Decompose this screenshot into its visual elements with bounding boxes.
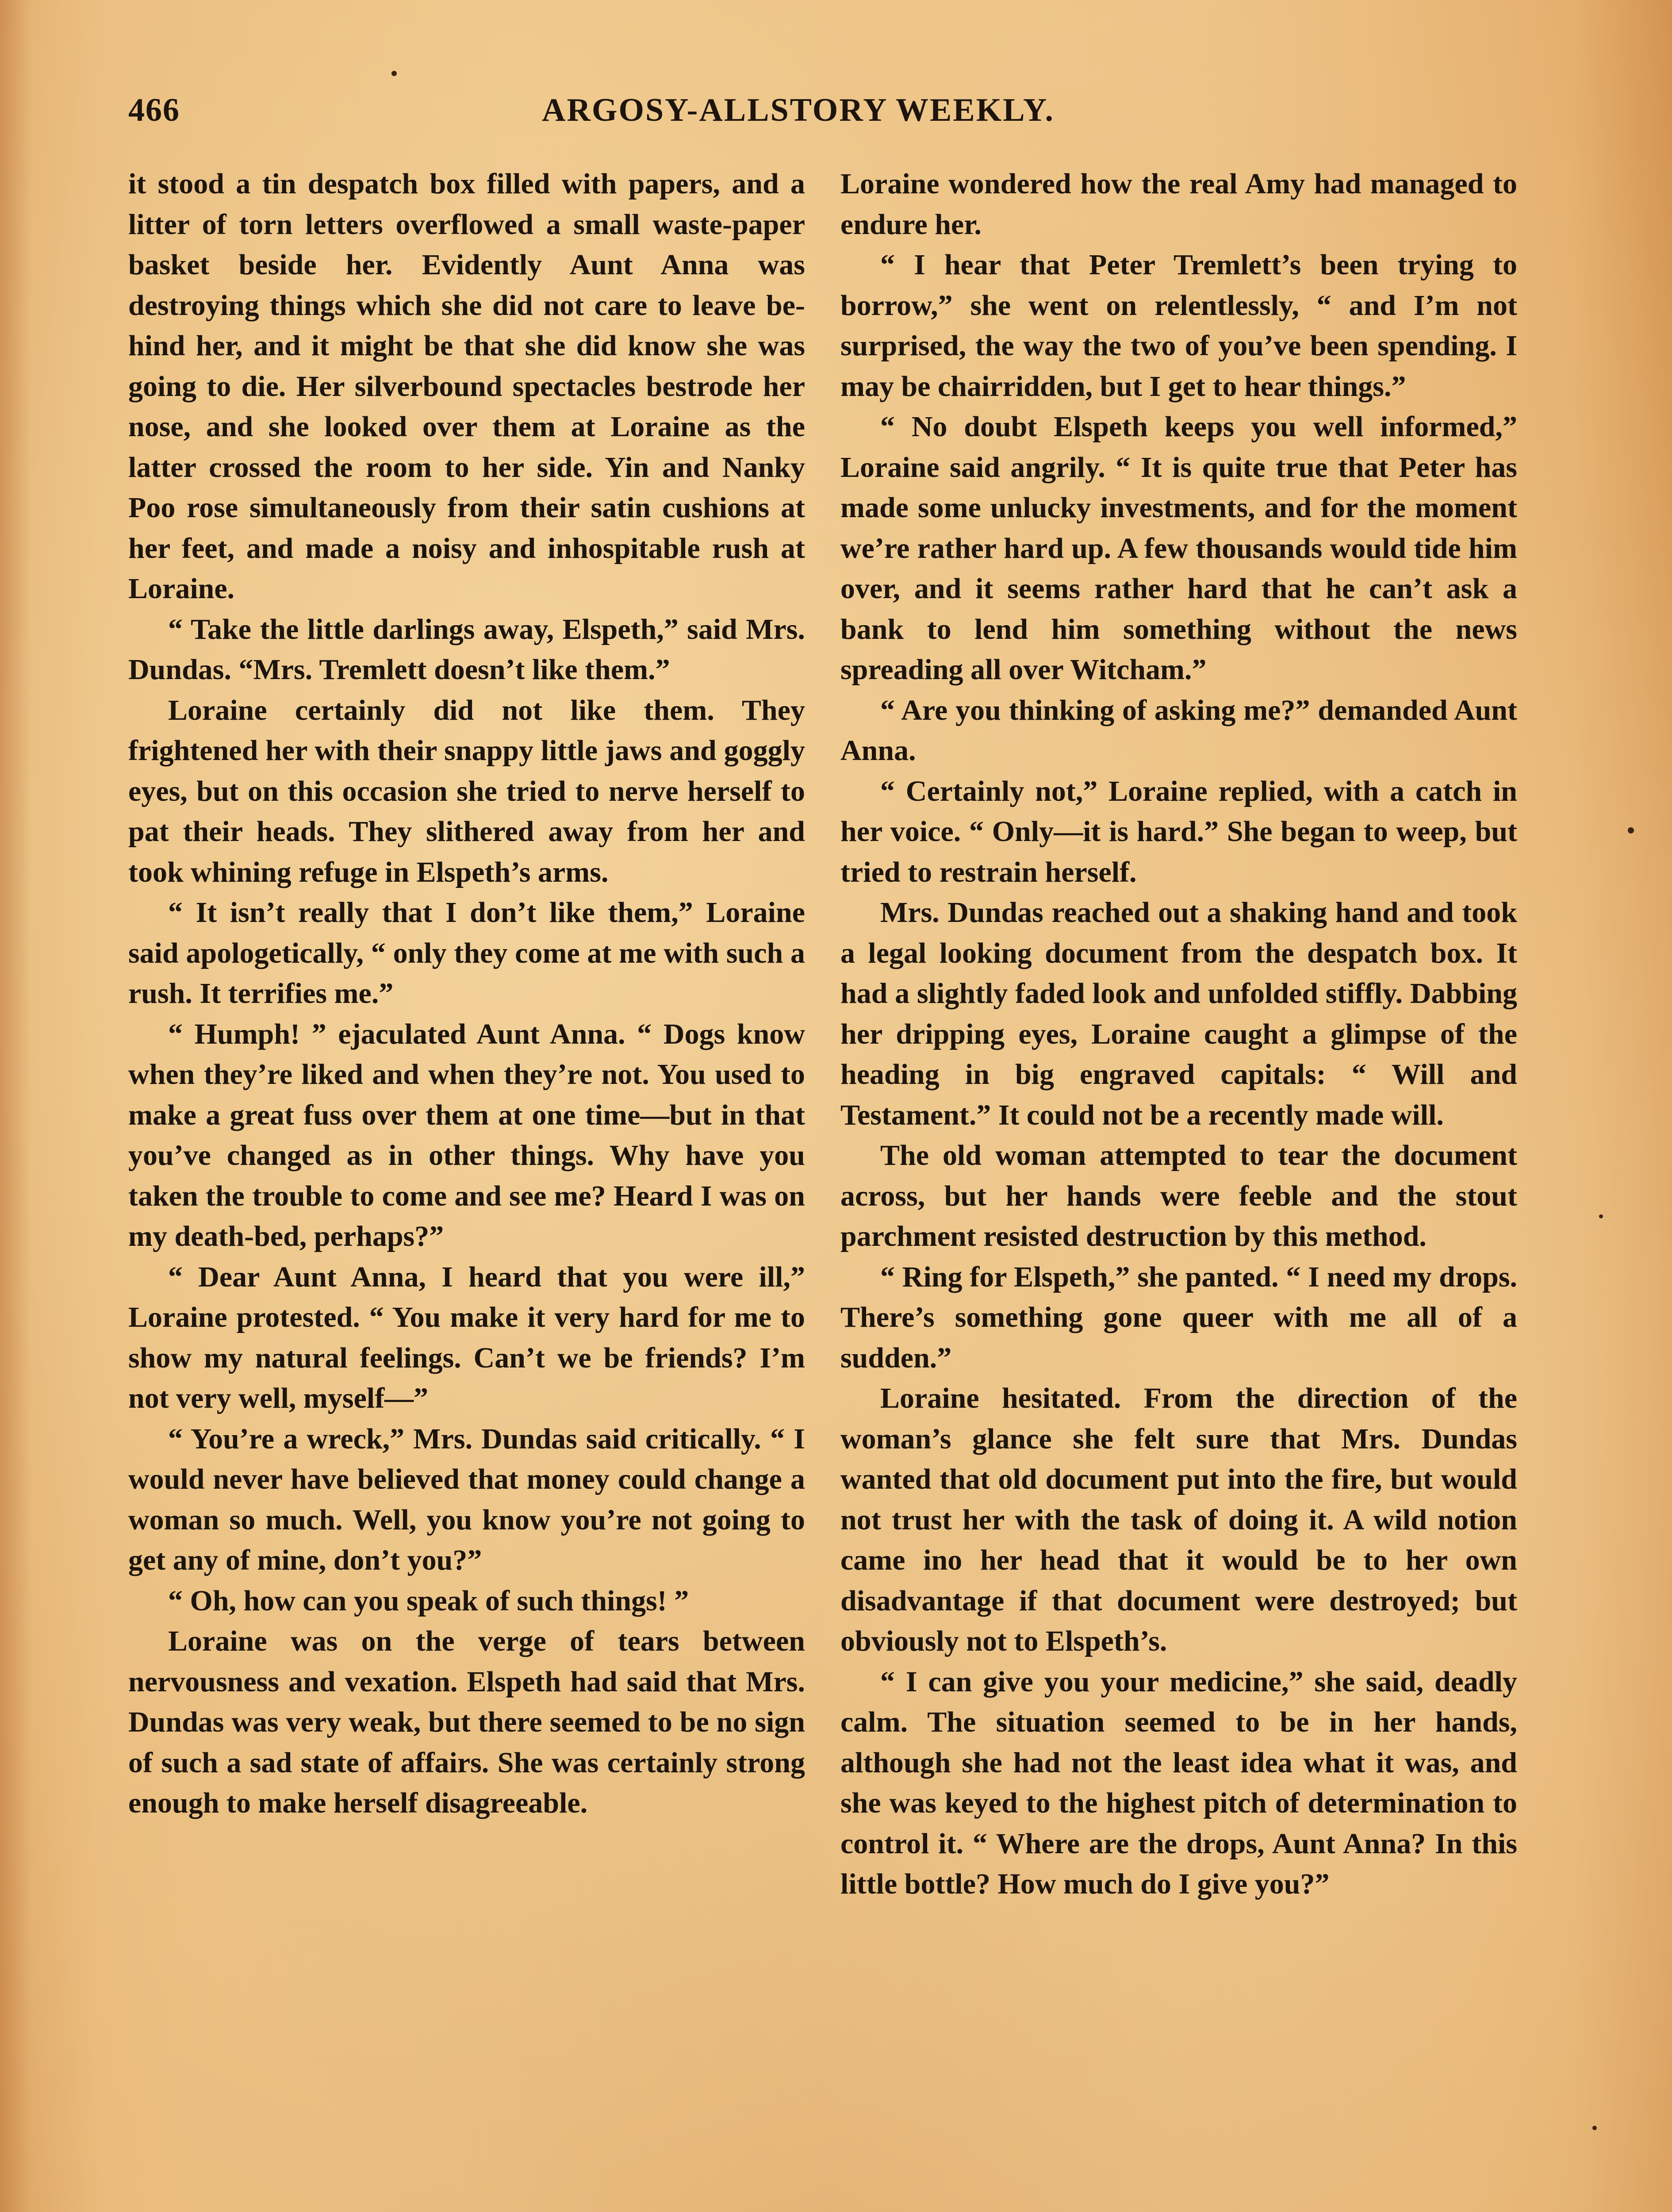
paragraph: “ Take the little darlings away, Elspeth,” said Mrs. Dundas. “Mrs. Tremlett doesn’t like them.” xyxy=(128,613,805,686)
paragraph: Loraine wondered how the real Amy had managed to endure her. xyxy=(840,168,1517,241)
paragraph: it stood a tin despatch box filled with papers, and a litter of torn letters overflowed a small waste-paper basket beside her. Evidently Aunt Anna was destroying things which she did not care to leave behind her, and it might be that she did know she was going to die. Her silverbound spectacles bestrode her nose, and she looked over them at Loraine as the latter crossed the room to her side. Yin and Nanky Poo rose simultaneously from their satin cushions at her feet, and made a noisy and inhospitable rush at Loraine. xyxy=(128,168,805,605)
paragraph: Loraine was on the verge of tears between nervousness and vexation. Elspeth had said that Mrs. Dundas was very weak, but there seemed to be no sign of such a sad state of affairs. She was certainly strong enough to make herself disagreeable. xyxy=(128,1625,805,1819)
paragraph: “ I can give you your medicine,” she said, deadly calm. The situation seemed to be in her hands, although she had not the least idea what it was, and she was keyed to the highest pitch of determination to control it. “ Where are the drops, Aunt Anna? In this little bottle? How much do I give you?” xyxy=(840,1665,1517,1900)
paragraph: “ Ring for Elspeth,” she panted. “ I need my drops. There’s something gone queer with me all of a sudden.” xyxy=(840,1260,1517,1374)
page-header xyxy=(128,82,1526,131)
text-column-left xyxy=(128,164,805,1824)
paragraph: “ Are you thinking of asking me?” demanded Aunt Anna. xyxy=(840,694,1517,767)
paragraph: Loraine hesitated. From the direction of the woman’s glance she felt sure that Mrs. Dundas wanted that old document put into the fire, but would not trust her with the task of doing it. A wild notion came ino her head that it would be to her own disadvantage if that document were destroyed; but obviously not to Elspeth’s. xyxy=(840,1382,1517,1657)
paragraph: Mrs. Dundas reached out a shaking hand and took a legal looking document from the despatch box. It had a slightly faded look and unfolded stiffly. Dabbing her dripping eyes, Loraine caught a glimpse of the heading in big engraved capitals: “ Will and Testament.” It could not be a recently made will. xyxy=(840,896,1517,1131)
paragraph: “ Humph! ” ejaculated Aunt Anna. “ Dogs know when they’re liked and when they’re not. You used to make a great fuss over them at one time—but in that you’ve changed as in other things. Why have you taken the trouble to come and see me? Heard I was on my death-bed, perhaps?” xyxy=(128,1018,805,1252)
paragraph: Loraine certainly did not like them. They frightened her with their snappy little jaws and goggly eyes, but on this occasion she tried to nerve herself to pat their heads. They slithered away from her and took whining refuge in Elspeth’s arms. xyxy=(128,694,805,888)
paragraph: “ Dear Aunt Anna, I heard that you were ill,” Loraine protested. “ You make it very hard for me to show my natural feelings. Can’t we be friends? I’m not very well, myself—” xyxy=(128,1260,805,1414)
page-edge-shadow xyxy=(0,0,31,2212)
paragraph: The old woman attempted to tear the document across, but her hands were feeble and the stout parchment resisted destruction by this method. xyxy=(840,1139,1517,1252)
paragraph: “ I hear that Peter Tremlett’s been trying to borrow,” she went on relentlessly, “ and I’m not surprised, the way the two of you’ve been spending. I may be chairridden, but I get to hear things.” xyxy=(840,249,1517,403)
ink-speck xyxy=(1592,2126,1597,2130)
paragraph: “ Oh, how can you speak of such things! ” xyxy=(168,1584,689,1617)
page-number: 466 xyxy=(128,92,180,128)
paragraph: “ You’re a wreck,” Mrs. Dundas said critically. “ I would never have believed that money could change a woman so much. Well, you know you’re not going to get any of mine, don’t you?” xyxy=(128,1422,805,1576)
paragraph: “ No doubt Elspeth keeps you well informed,” Loraine said angrily. “ It is quite true that Peter has made some unlucky investments, and for the moment we’re rather hard up. A few thousands would tide him over, and it seems rather hard that he can’t ask a bank to lend him something without the news spreading all over Witcham.” xyxy=(840,411,1517,686)
ink-speck xyxy=(1599,1214,1603,1218)
paragraph: “ Certainly not,” Loraine replied, with a catch in her voice. “ Only—it is hard.” She began to weep, but tried to restrain herself. xyxy=(840,775,1517,888)
ink-speck xyxy=(391,71,397,76)
ink-speck xyxy=(1628,827,1634,833)
paragraph: “ It isn’t really that I don’t like them,” Loraine said apologetically, “ only they come at me with such a rush. It terrifies me.” xyxy=(128,896,805,1010)
text-column-right xyxy=(840,164,1517,1905)
running-head: ARGOSY-ALLSTORY WEEKLY. xyxy=(542,92,1055,128)
